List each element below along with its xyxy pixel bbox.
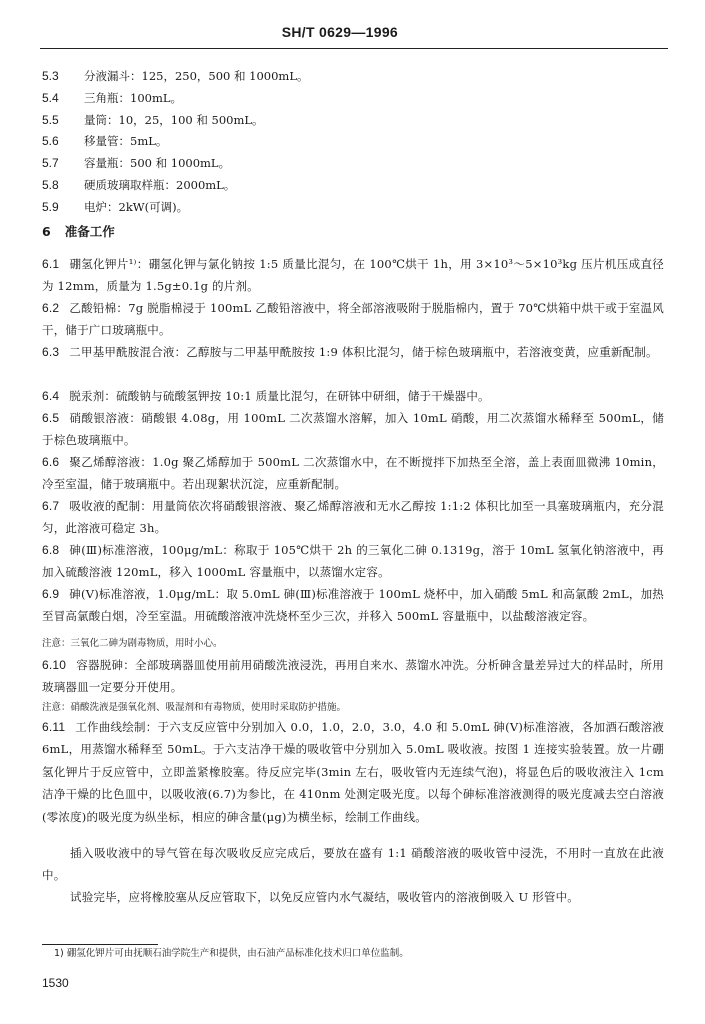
- page-header: [40, 10, 668, 49]
- item-number: 5.6: [42, 134, 59, 149]
- clause-6-9: [42, 583, 664, 628]
- list-item: [42, 110, 662, 132]
- clause-number: 6.3: [42, 345, 60, 359]
- clause-number: 6.11: [42, 720, 66, 734]
- clause-number: 6.9: [42, 587, 60, 601]
- clause-6-10: [42, 654, 664, 699]
- clause-text: 容器脱砷：全部玻璃器皿使用前用硝酸洗液浸洗，再用自来水、蒸馏水冲洗。分析砷含量差异过大的样品时，所用玻璃器皿一定要分开使用。: [42, 658, 664, 695]
- body-paragraph: 插入吸收液中的导气管在每次吸收反应完成后，要放在盛有 1:1 硝酸溶液的吸收管中浸洗，不用时一直放在此液中。: [42, 846, 664, 883]
- clause-number: 6.5: [42, 411, 60, 425]
- item-text: 量筒：10，25，100 和 500mL。: [84, 112, 264, 127]
- standard-code: SH/T 0629—1996: [281, 24, 398, 40]
- list-item: [42, 175, 662, 197]
- clause-number: 6.4: [42, 389, 60, 403]
- item-text: 容量瓶：500 和 1000mL。: [84, 156, 231, 171]
- clause-text: 乙酸铅棉：7g 脱脂棉浸于 100mL 乙酸铅溶液中，将全部溶液吸附于脱脂棉内，置于 70℃烘箱中烘干或于室温风干，储于广口玻璃瓶中。: [42, 301, 664, 338]
- clause-number: 6.6: [42, 455, 60, 469]
- list-item: [42, 131, 662, 153]
- section-heading: [42, 222, 115, 240]
- clause-6-2: [42, 297, 664, 342]
- clause-number: 6.8: [42, 543, 60, 557]
- item-number: 5.8: [42, 177, 59, 192]
- clause-text: 聚乙烯醇溶液：1.0g 聚乙烯醇加于 500mL 二次蒸馏水中，在不断搅拌下加热至全溶，盖上表面皿微沸 10min，冷至室温，储于玻璃瓶中。若出现絮状沉淀，应重新配制。: [42, 455, 664, 492]
- clause-text: 砷(Ⅴ)标准溶液，1.0μg/mL：取 5.0mL 砷(Ⅲ)标准溶液于 100mL 烧杯中，加入硝酸 5mL 和高氯酸 2mL，加热至冒高氯酸白烟，冷至室温。用硫酸溶液冲洗烧杯至少三次，并移入 500mL 容量瓶中，以盐酸溶液定容。: [42, 587, 664, 624]
- clause-text: 脱汞剂：硫酸钠与硫酸氢钾按 10:1 质量比混匀，在研钵中研细，储于干燥器中。: [69, 389, 490, 403]
- clause-number: 6.2: [42, 301, 60, 315]
- clause-text: 二甲基甲酰胺混合液：乙醇胺与二甲基甲酰胺按 1:9 体积比混匀，储于棕色玻璃瓶中，若溶液变黄，应重新配制。: [69, 345, 658, 359]
- list-item: [42, 197, 662, 219]
- clause-text: 砷(Ⅲ)标准溶液，100μg/mL：称取于 105℃烘干 2h 的三氧化二砷 0.1319g，溶于 10mL 氢氧化钠溶液中，再加入硫酸溶液 120mL，移入 1000mL 容量瓶中，以蒸馏水定容。: [42, 543, 664, 580]
- item-text: 硬质玻璃取样瓶：2000mL。: [84, 177, 236, 192]
- clause-6-4: [42, 385, 664, 407]
- safety-note: 注意：三氧化二砷为剧毒物质，用时小心。: [42, 638, 223, 649]
- page-number: 1530: [42, 976, 69, 990]
- clause-6-7: [42, 495, 664, 540]
- item-text: 分液漏斗：125，250，500 和 1000mL。: [84, 69, 309, 83]
- item-number: 5.4: [42, 90, 59, 105]
- item-number: 5.3: [42, 69, 59, 83]
- item-number: 5.7: [42, 156, 59, 171]
- equipment-list: [42, 66, 662, 219]
- clause-text: 硼氢化钾片¹⁾：硼氢化钾与氯化钠按 1:5 质量比混匀，在 100℃烘干 1h，用 3×10³～5×10³kg 压片机压成直径为 12mm，质量为 1.5g±0.1g 的片剂。: [42, 257, 664, 294]
- section-number: 6: [42, 224, 51, 239]
- clause-text: 硝酸银溶液：硝酸银 4.08g，用 100mL 二次蒸馏水溶解，加入 10mL 硝酸，用二次蒸馏水稀释至 500mL，储于棕色玻璃瓶中。: [42, 411, 664, 448]
- section-title: 准备工作: [64, 224, 115, 239]
- safety-note: 注意：硝酸洗液是强氧化剂、吸湿剂和有毒物质，使用时采取防护措施。: [42, 702, 347, 713]
- body-paragraph: 试验完毕，应将橡胶塞从反应管取下，以免反应管内水气凝结，吸收管内的溶液倒吸入 U 形管中。: [70, 890, 579, 904]
- list-item: [42, 88, 662, 110]
- clause-number: 6.1: [42, 257, 60, 271]
- clause-text: 工作曲线绘制：于六支反应管中分别加入 0.0，1.0，2.0，3.0，4.0 和 5.0mL 砷(Ⅴ)标准溶液，各加酒石酸溶液 6mL，用蒸馏水稀释至 50mL。于六支洁净干燥的吸收管中分别加入 5.0mL 吸收液。按图 1 连接实验装置。放一片硼氢化钾片于反应管中，立即盖紧橡胶塞。待反应完毕(3min 左右，吸收管内无连续气泡)，将显色后的吸收液注入 1cm 洁净干燥的比色皿中，以吸收液(6.7)为参比，在 410nm 处测定吸光度。以每个砷标准溶液测得的吸光度减去空白溶液(零浓度)的吸光度为纵坐标，相应的砷含量(μg)为横坐标，绘制工作曲线。: [42, 720, 664, 824]
- item-number: 5.5: [42, 112, 59, 127]
- item-text: 移量管：5mL。: [84, 134, 168, 149]
- clause-6-5: [42, 407, 664, 452]
- list-item: [42, 66, 662, 88]
- clause-6-8: [42, 539, 664, 584]
- clause-6-3: [42, 341, 664, 363]
- footnote-divider: [42, 944, 158, 945]
- clause-number: 6.10: [42, 658, 67, 672]
- clause-text: 吸收液的配制：用量筒依次将硝酸银溶液、聚乙烯醇溶液和无水乙醇按 1:1:2 体积比加至一具塞玻璃瓶内，充分混匀，此溶液可稳定 3h。: [42, 499, 664, 536]
- item-text: 三角瓶：100mL。: [84, 90, 182, 105]
- footnote: 1) 硼氢化钾片可由抚顺石油学院生产和提供，由石油产品标准化技术归口单位监制。: [54, 948, 409, 959]
- item-text: 电炉：2kW(可调)。: [84, 199, 189, 214]
- clause-6-11: [42, 716, 664, 828]
- clause-number: 6.7: [42, 499, 60, 513]
- item-number: 5.9: [42, 199, 59, 214]
- clause-6-6: [42, 451, 664, 496]
- clause-6-1: [42, 253, 664, 298]
- list-item: [42, 153, 662, 175]
